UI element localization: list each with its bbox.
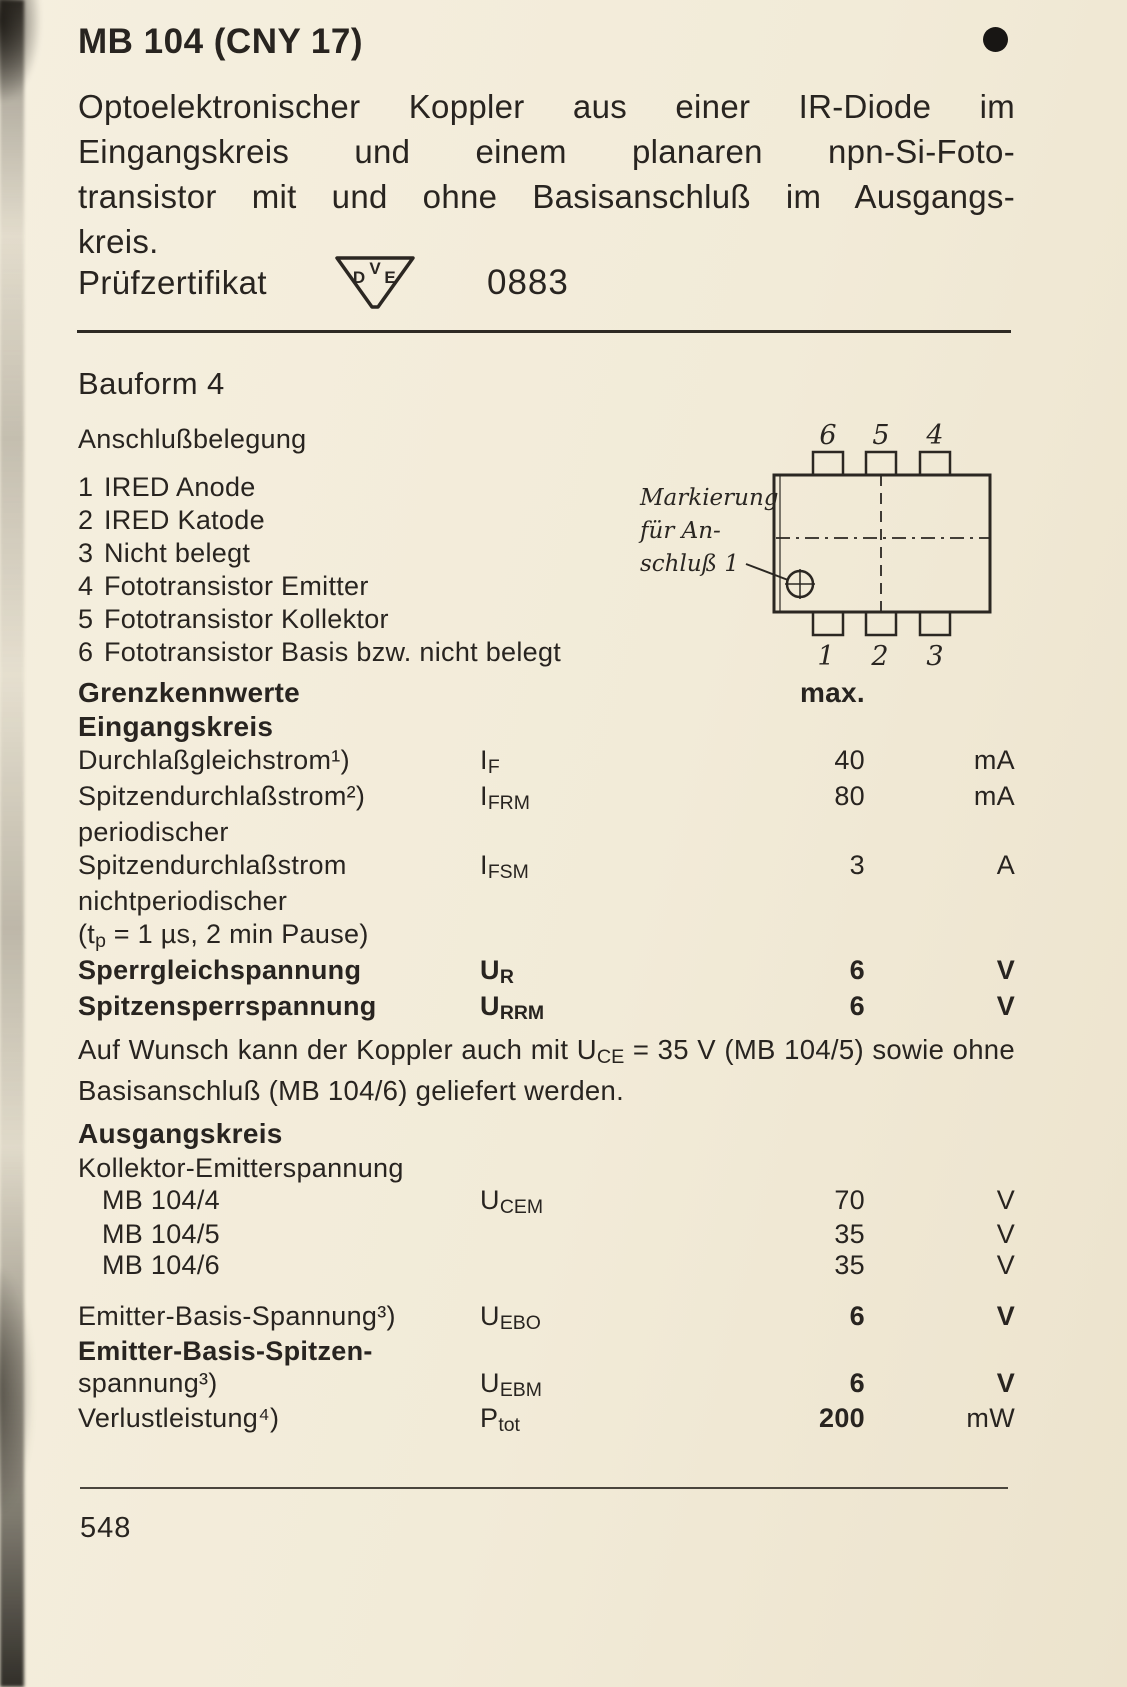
- row-value: 35: [834, 1219, 865, 1249]
- pin-bottom-2: [866, 612, 896, 635]
- table-row: [78, 885, 1015, 918]
- pin-label: Nicht belegt: [104, 538, 251, 568]
- row-value: 6: [849, 1301, 865, 1331]
- table-row: [78, 990, 1015, 1026]
- row-label: MB 104/4: [102, 1185, 220, 1215]
- table-row: [78, 780, 1015, 816]
- row-label: (tp = 1 µs, 2 min Pause): [78, 919, 369, 953]
- row-label: Spitzendurchlaßstrom²): [78, 781, 366, 811]
- pin-number-bottom: 1: [817, 641, 835, 672]
- row-symbol: Ptot: [480, 1403, 520, 1437]
- row-unit: V: [996, 1301, 1015, 1331]
- row-value: 6: [849, 991, 865, 1021]
- vde-letter-v: V: [369, 258, 381, 278]
- table-row: [78, 1402, 1015, 1438]
- marking-pointer-line: [746, 564, 788, 580]
- row-label: Durchlaßgleichstrom¹): [78, 745, 350, 775]
- pin-list-item: [78, 471, 638, 504]
- row-label: Spitzendurchlaßstrom: [78, 850, 347, 880]
- pin-number: 2: [78, 505, 94, 535]
- pin-top-6: [813, 452, 843, 475]
- pin-list-item: [78, 603, 638, 636]
- row-unit: A: [996, 850, 1015, 880]
- table-row: [78, 816, 1015, 849]
- pin-label: IRED Anode: [104, 472, 256, 502]
- limits-header-row: [78, 676, 1015, 710]
- marking-label-line: Markierung: [640, 485, 779, 511]
- row-label: MB 104/5: [102, 1219, 220, 1249]
- pin-number-top: 5: [872, 420, 890, 451]
- pin-number: 6: [78, 637, 94, 667]
- row-label: spannung³): [78, 1368, 218, 1398]
- marking-label-line: für An-: [640, 518, 721, 544]
- intro-line: Optoelektronischer Koppler aus einer IR-Diode im: [78, 88, 1015, 125]
- pin-number: 1: [78, 472, 94, 502]
- footer-divider: [80, 1487, 1008, 1489]
- table-row: [78, 918, 1015, 954]
- pin-number-top: 6: [819, 420, 837, 451]
- row-unit: mA: [973, 781, 1015, 811]
- row-value: 70: [834, 1185, 865, 1215]
- limits-table: [78, 676, 1015, 1438]
- row-value: 6: [849, 955, 865, 985]
- pin-number: 3: [78, 538, 94, 568]
- max-column-label: max.: [799, 677, 865, 708]
- pin-top-4: [920, 452, 950, 475]
- pinout-section: [78, 424, 638, 669]
- scan-blob-top: [0, 0, 42, 104]
- scan-blob-bottom: [0, 1270, 32, 1510]
- row-label: Verlustleistung⁴): [78, 1403, 280, 1433]
- row-symbol: UEBO: [480, 1301, 541, 1335]
- row-symbol: IFSM: [480, 850, 529, 884]
- table-row: [78, 849, 1015, 885]
- output-circuit-heading: Ausgangskreis: [78, 1118, 283, 1149]
- row-value: 200: [819, 1403, 865, 1433]
- option-note-line: Basisanschluß (MB 104/6) geliefert werden.: [78, 1075, 625, 1106]
- certificate-row: [78, 246, 1015, 320]
- section-divider: [77, 330, 1011, 333]
- row-symbol: IFRM: [480, 781, 530, 815]
- certificate-label: Prüfzertifikat: [78, 264, 267, 301]
- table-row: [78, 1335, 1015, 1368]
- table-row: [78, 1185, 1015, 1219]
- table-row: [78, 1250, 1015, 1281]
- table-row: [78, 1301, 1015, 1335]
- row-label: MB 104/6: [102, 1250, 220, 1280]
- row-label: Spitzensperrspannung: [78, 991, 377, 1021]
- pin-list-item: [78, 570, 638, 603]
- pin-list-item: [78, 636, 638, 669]
- pin-list-item: [78, 537, 638, 570]
- row-value: 6: [849, 1368, 865, 1398]
- row-unit: V: [996, 1250, 1015, 1280]
- table-row: [78, 744, 1015, 780]
- pin-bottom-3: [920, 612, 950, 635]
- row-unit: V: [996, 991, 1015, 1021]
- registration-dot: [983, 27, 1008, 52]
- pin-number-top: 4: [926, 420, 944, 451]
- intro-paragraph: [78, 84, 1015, 264]
- marking-txt: schluß 1: [640, 551, 739, 577]
- intro-line: kreis.: [78, 223, 159, 260]
- intro-line: transistor mit und ohne Basisanschluß im Ausgangs-: [78, 178, 1015, 215]
- pin-number: 5: [78, 604, 94, 634]
- row-unit: V: [996, 1368, 1015, 1398]
- row-value: 40: [834, 745, 865, 775]
- row-symbol: URRM: [480, 991, 545, 1025]
- input-circuit-heading: Eingangskreis: [78, 711, 274, 742]
- pin-bottom-1: [813, 612, 843, 635]
- table-row: [78, 1368, 1015, 1402]
- pin-number: 4: [78, 571, 94, 601]
- row-unit: V: [996, 1219, 1015, 1249]
- row-symbol: UR: [480, 955, 514, 989]
- pin-number-bottom: 2: [871, 641, 889, 672]
- package-drawing: [628, 412, 1028, 680]
- row-value: 3: [849, 850, 865, 880]
- pin-label: Fototransistor Emitter: [104, 571, 369, 601]
- row-symbol: UCEM: [480, 1185, 544, 1219]
- pin-number-bottom: 3: [926, 641, 944, 672]
- pin-label: IRED Katode: [104, 505, 265, 535]
- row-unit: V: [996, 1185, 1015, 1215]
- row-label: Emitter-Basis-Spitzen-: [78, 1336, 373, 1366]
- row-unit: mA: [973, 745, 1015, 775]
- table-row: [78, 1152, 1015, 1185]
- limits-heading: Grenzkennwerte: [78, 677, 301, 708]
- intro-line: Eingangskreis und einem planaren npn-Si-Foto-: [78, 133, 1015, 170]
- page-number: 548: [80, 1512, 132, 1544]
- option-note-line: Auf Wunsch kann der Koppler auch mit UCE = 35 V (MB 104/5) sowie ohne: [78, 1034, 1015, 1069]
- table-row: [78, 954, 1015, 990]
- row-label: periodischer: [78, 817, 229, 847]
- row-label: Emitter-Basis-Spannung³): [78, 1301, 396, 1331]
- vde-logo-icon: [329, 248, 421, 319]
- option-note: [78, 1031, 1015, 1110]
- pin-label: Fototransistor Kollektor: [104, 604, 389, 634]
- row-label: nichtperiodischer: [78, 886, 288, 916]
- row-value: 35: [834, 1250, 865, 1280]
- package-body: [774, 475, 990, 612]
- row-label: Kollektor-Emitterspannung: [78, 1153, 404, 1183]
- row-symbol: IF: [480, 745, 500, 779]
- bauform-heading: Bauform 4: [78, 366, 225, 401]
- certificate-number: 0883: [487, 263, 569, 302]
- row-unit: mW: [966, 1403, 1015, 1433]
- vde-letter-d: D: [352, 267, 366, 287]
- pin-top-5: [866, 452, 896, 475]
- pinout-heading: Anschlußbelegung: [78, 424, 307, 454]
- row-symbol: UEBM: [480, 1368, 542, 1402]
- row-unit: V: [996, 955, 1015, 985]
- row-value: 80: [834, 781, 865, 811]
- vde-letter-e: E: [384, 267, 396, 287]
- row-label: Sperrgleichspannung: [78, 955, 362, 985]
- pin-label: Fototransistor Basis bzw. nicht belegt: [104, 637, 562, 667]
- table-row: [78, 1219, 1015, 1250]
- pin-list-item: [78, 504, 638, 537]
- page-title: MB 104 (CNY 17): [78, 22, 364, 61]
